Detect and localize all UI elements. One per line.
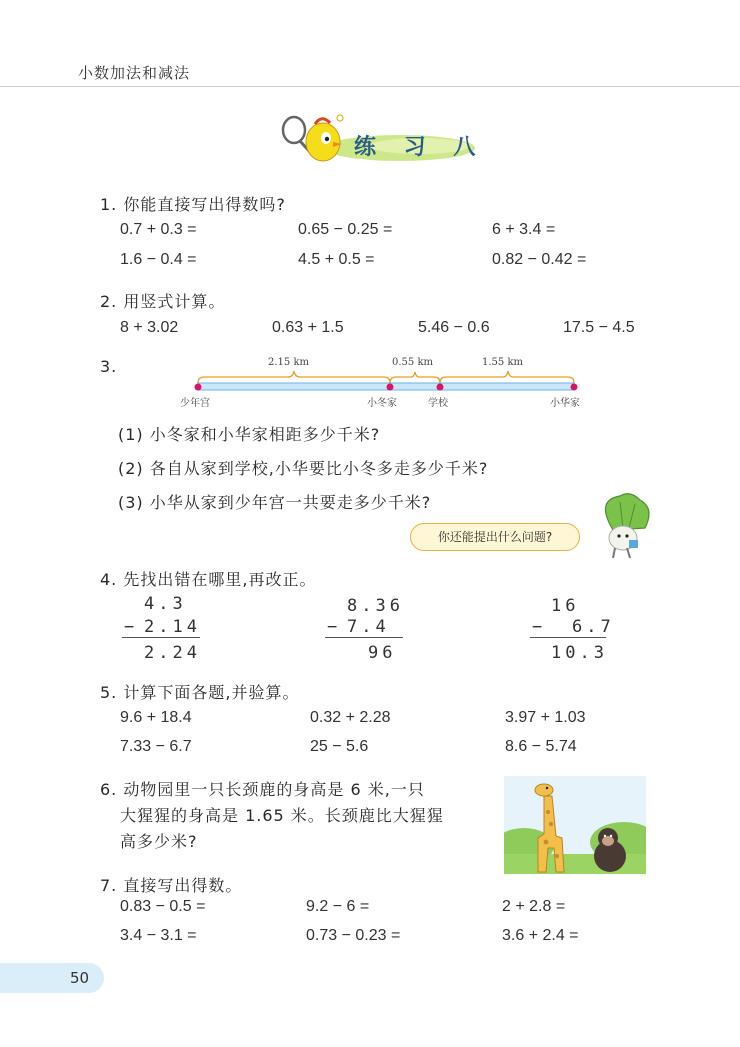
point-shaonian-gong: [195, 384, 202, 391]
chapter-header: 小数加法和减法: [78, 64, 191, 82]
vertical-top: 4.3: [144, 594, 187, 614]
vertical-op: −: [532, 617, 547, 637]
point-xiaohua-home: [571, 384, 578, 391]
q4-prompt: 4. 先找出错在哪里,再改正。: [100, 570, 317, 589]
q3-sub-question: (2) 各自从家到学校,小华要比小冬多走多少千米?: [118, 459, 489, 478]
question-bubble: 你还能提出什么问题?: [410, 523, 580, 551]
q7-item: 0.83 − 0.5 =: [120, 898, 206, 915]
q6-line: 大猩猩的身高是 1.65 米。长颈鹿比大猩猩: [120, 806, 444, 825]
vertical-op: −: [327, 617, 342, 637]
vertical-bottom: 6.7: [572, 617, 615, 637]
q7-item: 3.6 + 2.4 =: [502, 927, 579, 944]
vertical-result: 96: [368, 643, 397, 663]
giraffe-gorilla-illustration: [504, 776, 646, 874]
vertical-rule: [530, 637, 606, 638]
q2-item: 17.5 − 4.5: [563, 319, 635, 336]
q1-item: 4.5 + 0.5 =: [298, 251, 375, 268]
vertical-rule: [325, 637, 403, 638]
point-school: [437, 384, 444, 391]
q2-item: 0.63 + 1.5: [272, 319, 344, 336]
vertical-result: 2.24: [144, 643, 201, 663]
q7-prompt: 7. 直接写出得数。: [100, 876, 243, 895]
place-label: 少年宫: [180, 398, 210, 409]
q5-prompt: 5. 计算下面各题,并验算。: [100, 683, 300, 702]
q1-item: 6 + 3.4 =: [492, 221, 556, 238]
q7-item: 9.2 − 6 =: [306, 898, 370, 915]
q3-number: 3.: [100, 357, 118, 376]
q2-prompt: 2. 用竖式计算。: [100, 292, 226, 311]
q7-item: 3.4 − 3.1 =: [120, 927, 197, 944]
q2-item: 8 + 3.02: [120, 319, 179, 336]
cabbage-character-illustration: [585, 490, 655, 562]
q6-line: 高多少米?: [120, 832, 198, 851]
q3-sub-question: (3) 小华从家到少年宫一共要走多少千米?: [118, 493, 432, 512]
vertical-bottom: 7.4: [347, 617, 390, 637]
distance-label: 1.55 km: [482, 357, 523, 368]
place-label: 小冬家: [367, 398, 397, 409]
q7-item: 0.73 − 0.23 =: [306, 927, 401, 944]
q2-item: 5.46 − 0.6: [418, 319, 490, 336]
q6-line: 6. 动物园里一只长颈鹿的身高是 6 米,一只: [100, 780, 425, 799]
page-number: 50: [70, 969, 90, 987]
q5-item: 0.32 + 2.28: [310, 709, 391, 726]
q1-prompt: 1. 你能直接写出得数吗?: [100, 195, 286, 214]
distance-label: 2.15 km: [268, 357, 309, 368]
vertical-top: 16: [551, 596, 580, 616]
q5-item: 3.97 + 1.03: [505, 709, 586, 726]
place-label: 学校: [428, 398, 448, 409]
q3-sub-question: (1) 小冬家和小华家相距多少千米?: [118, 425, 381, 444]
q1-item: 0.82 − 0.42 =: [492, 251, 587, 268]
q5-item: 8.6 − 5.74: [505, 738, 577, 755]
q5-item: 25 − 5.6: [310, 738, 369, 755]
point-xiaodong-home: [387, 384, 394, 391]
distance-label: 0.55 km: [392, 357, 433, 368]
vertical-top: 8.36: [347, 596, 404, 616]
vertical-rule: [122, 637, 200, 638]
place-label: 小华家: [550, 398, 580, 409]
vertical-result: 10.3: [551, 643, 608, 663]
q1-item: 0.65 − 0.25 =: [298, 221, 393, 238]
q1-item: 1.6 − 0.4 =: [120, 251, 197, 268]
q5-item: 7.33 − 6.7: [120, 738, 192, 755]
vertical-bottom: 2.14: [144, 617, 201, 637]
q7-item: 2 + 2.8 =: [502, 898, 566, 915]
header-divider: [0, 86, 740, 87]
vertical-op: −: [124, 617, 139, 637]
q5-item: 9.6 + 18.4: [120, 709, 192, 726]
exercise-title: 练 习 八: [354, 135, 486, 160]
q1-item: 0.7 + 0.3 =: [120, 221, 197, 238]
